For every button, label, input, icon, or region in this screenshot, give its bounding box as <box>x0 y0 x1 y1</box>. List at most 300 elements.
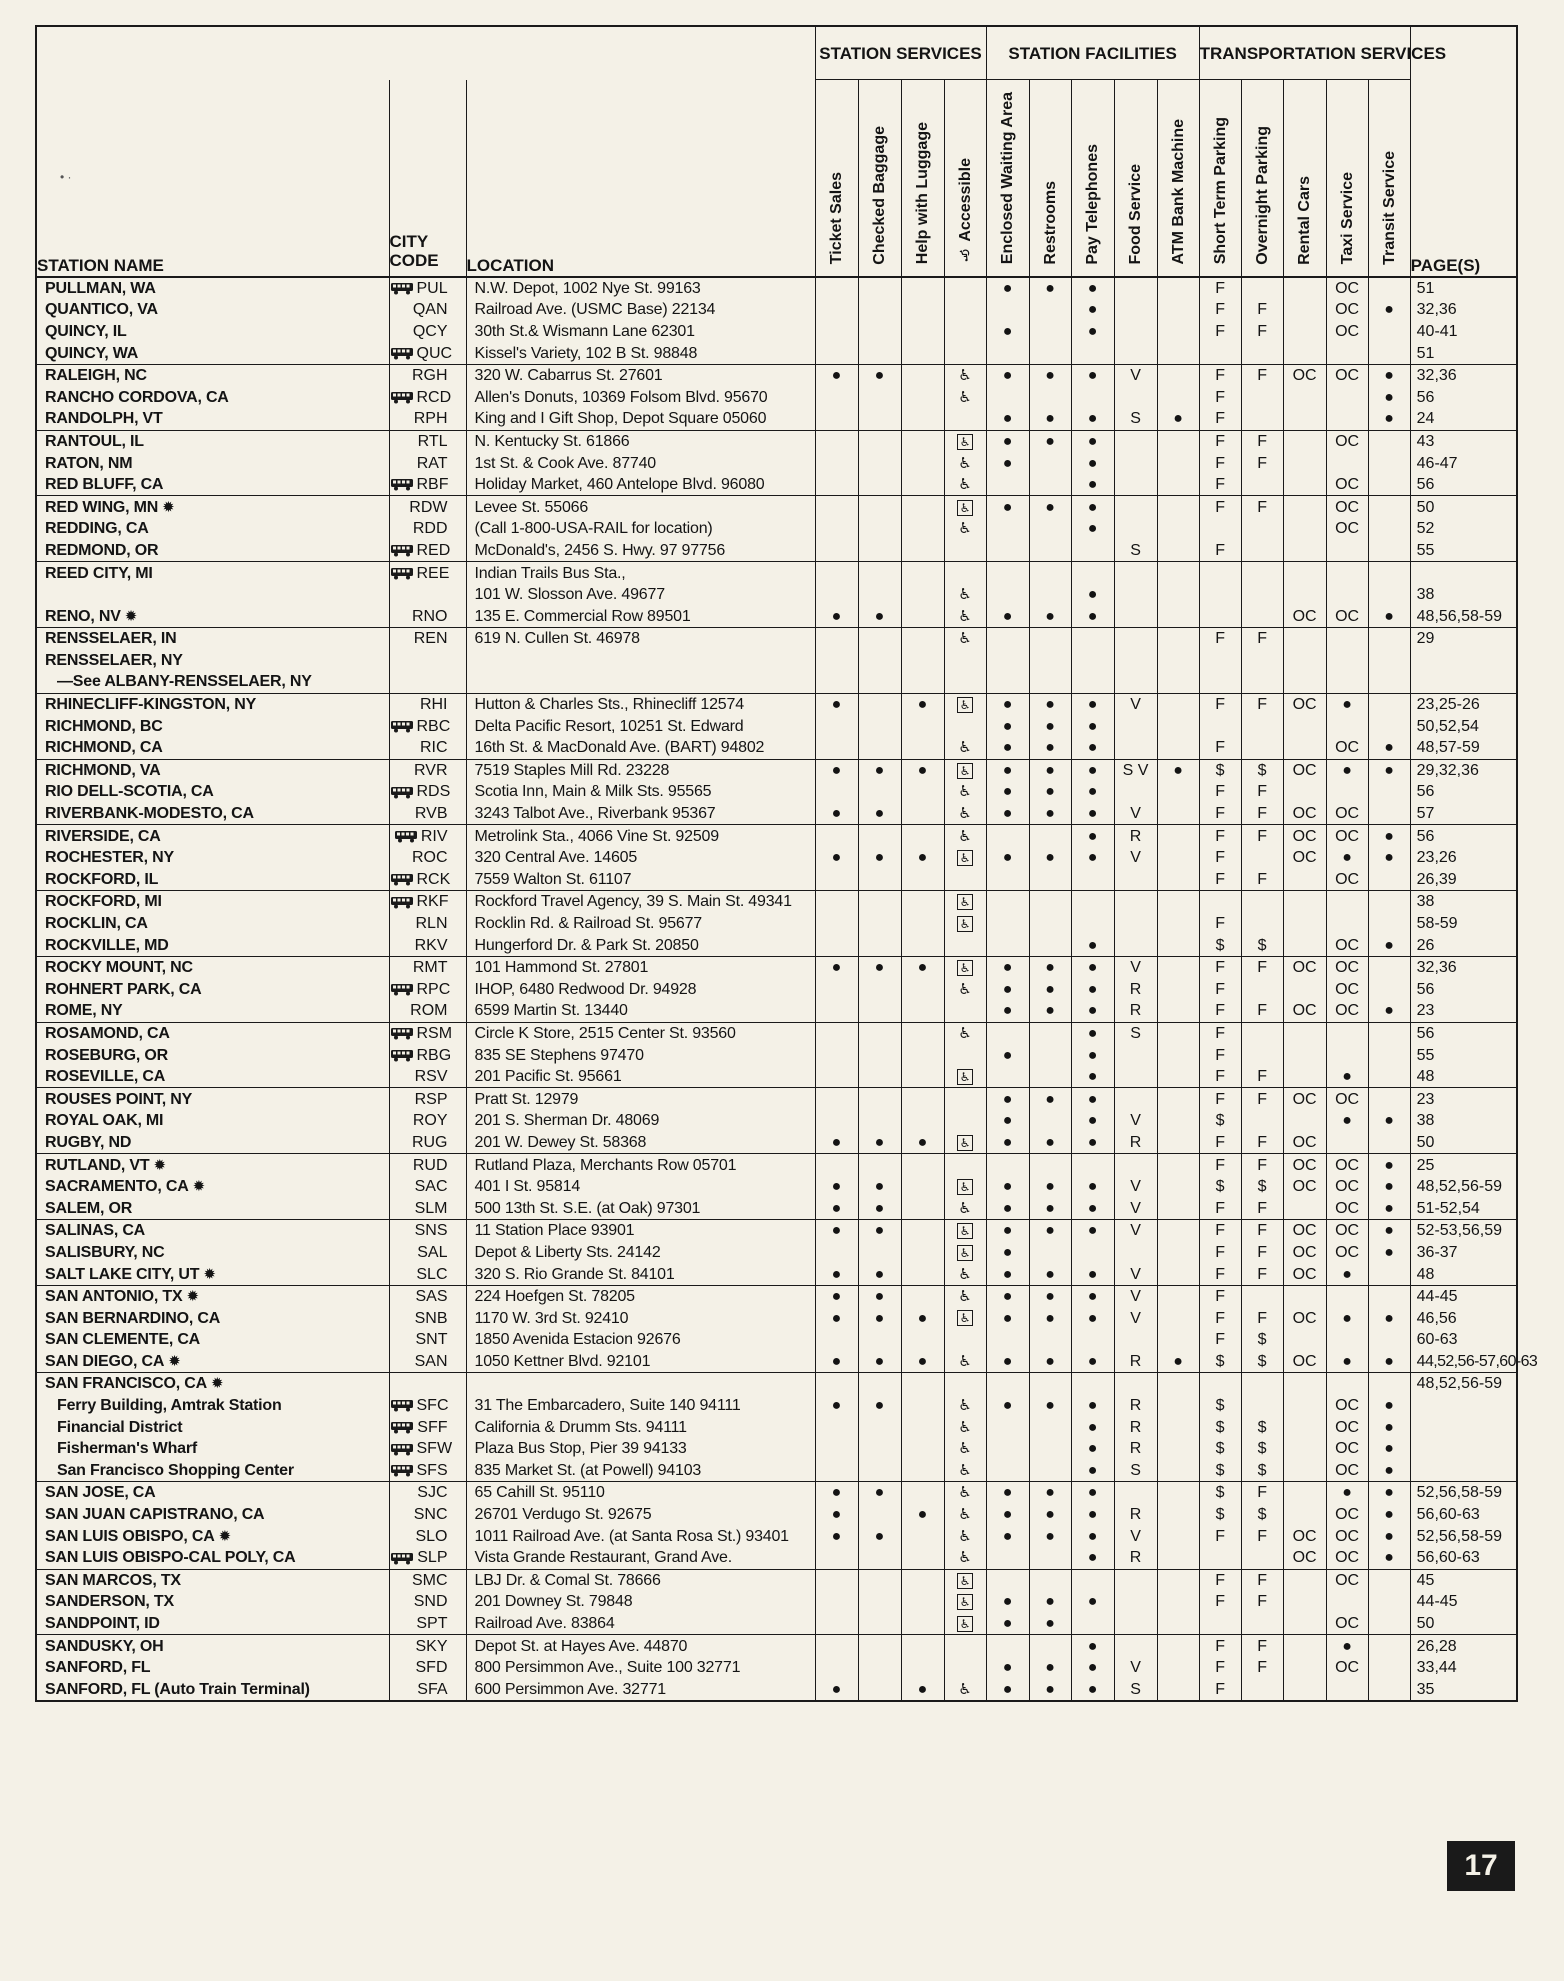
table-row <box>36 1569 1517 1591</box>
facility-cell: F <box>1241 781 1283 803</box>
station-name-cell <box>36 1591 389 1613</box>
accessible-icon <box>944 628 986 650</box>
location-cell: Plaza Bus Stop, Pier 39 94133 <box>466 1438 815 1460</box>
facility-cell <box>1157 496 1199 518</box>
wheelchair-icon: ♿ <box>958 1484 972 1502</box>
facility-cell: F <box>1241 1220 1283 1242</box>
city-code-cell <box>389 605 466 627</box>
facility-cell <box>901 1460 944 1482</box>
facility-cell <box>1157 1220 1199 1242</box>
table-row <box>36 1329 1517 1351</box>
facility-cell <box>901 474 944 496</box>
facility-cell: ● <box>986 847 1029 869</box>
facility-cell: ● <box>1326 1635 1368 1657</box>
facility-cell: ● <box>1326 847 1368 869</box>
facility-cell: V <box>1114 1525 1157 1547</box>
facility-cell <box>986 1066 1029 1088</box>
facility-cell <box>1368 562 1410 584</box>
facility-cell <box>815 1373 858 1395</box>
city-code: SKY <box>415 1637 448 1655</box>
pages-cell: 44-45 <box>1410 1591 1517 1613</box>
station-group <box>36 277 1517 365</box>
accessible-icon <box>944 1351 986 1373</box>
facility-cell <box>1283 628 1326 650</box>
station-group <box>36 1569 1517 1635</box>
table-row <box>36 1022 1517 1044</box>
facility-cell: OC <box>1326 1197 1368 1219</box>
station-name: QUANTICO, VA <box>45 301 158 319</box>
facility-cell: F <box>1199 474 1241 496</box>
city-code-cell <box>389 1285 466 1307</box>
facility-cell <box>815 1613 858 1635</box>
facility-cell: ● <box>1029 781 1071 803</box>
facility-cell <box>1241 562 1283 584</box>
facility-cell <box>1283 1416 1326 1438</box>
facility-cell: OC <box>1283 759 1326 781</box>
facility-cell <box>1114 934 1157 956</box>
location-cell: Allen's Donuts, 10369 Folsom Blvd. 95670 <box>466 386 815 408</box>
facility-cell: ● <box>1029 1000 1071 1022</box>
facility-cell: ● <box>1368 737 1410 759</box>
location-cell: Railroad Ave. 83864 <box>466 1613 815 1635</box>
facility-cell <box>1029 934 1071 956</box>
bus-icon <box>390 720 414 733</box>
station-group <box>36 693 1517 759</box>
location-cell: 600 Persimmon Ave. 32771 <box>466 1679 815 1702</box>
staffed-station-star-icon: ✹ <box>218 1527 231 1545</box>
facility-cell: F <box>1241 869 1283 891</box>
table-row <box>36 671 1517 693</box>
column-header-help-with-luggage <box>901 80 944 277</box>
facility-cell <box>1029 540 1071 562</box>
column-header-label: Taxi Service <box>1338 172 1356 265</box>
facility-cell <box>901 1416 944 1438</box>
table-row <box>36 299 1517 321</box>
facility-cell: ● <box>986 781 1029 803</box>
facility-cell: F <box>1241 1569 1283 1591</box>
facility-cell: F <box>1199 979 1241 1001</box>
facility-cell <box>1071 386 1114 408</box>
facility-cell <box>1326 1132 1368 1154</box>
facility-cell <box>1157 715 1199 737</box>
city-code: SLO <box>415 1527 448 1545</box>
city-code: SFS <box>416 1461 448 1479</box>
column-header-label: Short Term Parking <box>1211 117 1229 265</box>
facility-cell: ● <box>1071 605 1114 627</box>
facility-cell <box>858 540 901 562</box>
city-code: RPH <box>413 410 448 428</box>
facility-cell: F <box>1199 364 1241 386</box>
facility-cell <box>1241 737 1283 759</box>
fully-accessible-icon <box>944 430 986 452</box>
station-name: Ferry Building, Amtrak Station <box>57 1397 282 1415</box>
facility-cell: ● <box>858 605 901 627</box>
pages-cell: 24 <box>1410 408 1517 430</box>
city-code-cell <box>389 891 466 913</box>
facility-cell <box>858 430 901 452</box>
facility-cell <box>815 1569 858 1591</box>
station-name-cell <box>36 1504 389 1526</box>
facility-cell: ● <box>1029 1176 1071 1198</box>
table-row <box>36 913 1517 935</box>
station-name-cell <box>36 452 389 474</box>
accessible-icon <box>944 1197 986 1219</box>
facility-cell <box>1326 452 1368 474</box>
facility-cell: ● <box>1071 1591 1114 1613</box>
facility-cell <box>858 518 901 540</box>
city-code: RSM <box>416 1024 453 1042</box>
facility-cell <box>1157 979 1199 1001</box>
facility-cell: $ <box>1241 1416 1283 1438</box>
facility-cell <box>815 584 858 606</box>
facility-cell: F <box>1241 1132 1283 1154</box>
station-name: SAN ANTONIO, TX <box>45 1288 183 1306</box>
facility-cell <box>858 650 901 672</box>
facility-cell <box>1029 650 1071 672</box>
facility-cell: F <box>1199 1154 1241 1176</box>
facility-cell: R <box>1114 979 1157 1001</box>
facility-cell: F <box>1241 452 1283 474</box>
facility-cell: ● <box>986 1176 1029 1198</box>
boxed-wheelchair-icon: ♿ <box>957 1179 973 1195</box>
facility-cell <box>1157 737 1199 759</box>
facility-cell <box>815 408 858 430</box>
facility-cell <box>1114 277 1157 300</box>
facility-cell <box>1241 518 1283 540</box>
facility-cell: OC <box>1283 847 1326 869</box>
facility-cell <box>1029 1635 1071 1657</box>
facility-cell <box>901 781 944 803</box>
facility-cell <box>1157 1176 1199 1198</box>
facility-cell: ● <box>858 1176 901 1198</box>
facility-cell <box>815 1416 858 1438</box>
city-code-cell <box>389 299 466 321</box>
table-row <box>36 1263 1517 1285</box>
facility-cell: ● <box>901 1307 944 1329</box>
facility-cell: ● <box>986 408 1029 430</box>
facility-cell: V <box>1114 1110 1157 1132</box>
facility-cell <box>1283 430 1326 452</box>
facility-cell <box>1071 562 1114 584</box>
facility-cell: ● <box>815 1504 858 1526</box>
city-code: SLC <box>416 1265 448 1283</box>
station-name-cell <box>36 628 389 650</box>
column-header-accessible <box>944 80 986 277</box>
facility-cell: OC <box>1326 979 1368 1001</box>
facility-cell: F <box>1199 825 1241 847</box>
facility-cell <box>815 1110 858 1132</box>
wheelchair-icon: ♿ <box>958 1527 972 1545</box>
station-name: RALEIGH, NC <box>45 367 147 385</box>
facility-cell <box>1157 1591 1199 1613</box>
table-row <box>36 1307 1517 1329</box>
station-name-cell <box>36 1022 389 1044</box>
wheelchair-icon: ♿ <box>958 388 972 406</box>
facility-cell: OC <box>1326 1657 1368 1679</box>
facility-cell <box>1029 1373 1071 1395</box>
city-code: ROY <box>412 1112 448 1130</box>
location-cell: IHOP, 6480 Redwood Dr. 94928 <box>466 979 815 1001</box>
pages-cell <box>1410 650 1517 672</box>
facility-cell <box>858 1504 901 1526</box>
facility-cell <box>901 1066 944 1088</box>
facility-cell <box>1157 562 1199 584</box>
facility-cell <box>858 1000 901 1022</box>
facility-cell <box>901 1329 944 1351</box>
city-code-cell <box>389 408 466 430</box>
station-table <box>35 25 1538 1702</box>
pages-cell: 56 <box>1410 781 1517 803</box>
facility-cell: OC <box>1326 1569 1368 1591</box>
facility-cell: ● <box>1071 825 1114 847</box>
station-group <box>36 1088 1517 1154</box>
facility-cell <box>986 1373 1029 1395</box>
facility-cell <box>901 1569 944 1591</box>
location-cell: Pratt St. 12979 <box>466 1088 815 1110</box>
city-code: SNB <box>414 1309 448 1327</box>
facility-cell: ● <box>815 693 858 715</box>
facility-cell <box>901 496 944 518</box>
location-cell: 835 Market St. (at Powell) 94103 <box>466 1460 815 1482</box>
facility-cell <box>1071 628 1114 650</box>
station-name-cell <box>36 869 389 891</box>
city-code-cell <box>389 693 466 715</box>
location-cell: 201 W. Dewey St. 58368 <box>466 1132 815 1154</box>
facility-cell <box>1114 474 1157 496</box>
facility-cell <box>1114 1329 1157 1351</box>
facility-cell: ● <box>1071 934 1114 956</box>
boxed-wheelchair-icon: ♿ <box>957 763 973 779</box>
facility-cell <box>1326 1044 1368 1066</box>
table-row <box>36 342 1517 364</box>
facility-cell: ● <box>1071 1438 1114 1460</box>
city-code-cell <box>389 1679 466 1702</box>
facility-cell <box>1241 1022 1283 1044</box>
facility-cell <box>858 1569 901 1591</box>
accessible-icon <box>944 737 986 759</box>
location-cell: Rutland Plaza, Merchants Row 05701 <box>466 1154 815 1176</box>
facility-cell: ● <box>1368 1395 1410 1417</box>
station-name-cell <box>36 671 389 693</box>
facility-cell <box>1283 386 1326 408</box>
pages-cell: 38 <box>1410 584 1517 606</box>
pages-cell: 44,52,56-57,60-63 <box>1410 1351 1517 1373</box>
facility-cell: ● <box>1071 1307 1114 1329</box>
fully-accessible-icon <box>944 693 986 715</box>
facility-cell <box>1283 934 1326 956</box>
facility-cell <box>1283 1395 1326 1417</box>
facility-cell: $ <box>1241 1438 1283 1460</box>
location-cell: 26701 Verdugo St. 92675 <box>466 1504 815 1526</box>
location-cell: 16th St. & MacDonald Ave. (BART) 94802 <box>466 737 815 759</box>
city-code: SPT <box>416 1615 448 1633</box>
facility-cell <box>858 671 901 693</box>
facility-cell <box>944 1373 986 1395</box>
pages-cell: 50,52,54 <box>1410 715 1517 737</box>
facility-cell <box>858 1066 901 1088</box>
facility-cell: ● <box>1368 408 1410 430</box>
facility-cell: ● <box>1368 1110 1410 1132</box>
station-group <box>36 496 1517 562</box>
bus-icon <box>390 347 414 360</box>
station-name-cell <box>36 1679 389 1702</box>
facility-cell: OC <box>1326 803 1368 825</box>
facility-cell <box>1283 979 1326 1001</box>
station-name-cell <box>36 1482 389 1504</box>
facility-cell <box>858 1438 901 1460</box>
facility-cell <box>1114 562 1157 584</box>
facility-cell <box>1029 913 1071 935</box>
table-row <box>36 693 1517 715</box>
facility-cell <box>858 1088 901 1110</box>
fully-accessible-icon <box>944 956 986 978</box>
facility-cell <box>1368 1373 1410 1395</box>
facility-cell <box>1029 1066 1071 1088</box>
pages-cell: 29,32,36 <box>1410 759 1517 781</box>
facility-cell <box>1029 1416 1071 1438</box>
facility-cell <box>1157 1657 1199 1679</box>
boxed-wheelchair-icon: ♿ <box>957 850 973 866</box>
facility-cell <box>901 605 944 627</box>
city-code-cell <box>389 1022 466 1044</box>
facility-cell <box>986 562 1029 584</box>
facility-cell <box>1283 671 1326 693</box>
station-name-cell <box>36 386 389 408</box>
facility-cell <box>1157 1569 1199 1591</box>
facility-cell <box>1157 474 1199 496</box>
station-name: SAN LUIS OBISPO-CAL POLY, CA <box>45 1549 296 1567</box>
location-cell: Circle K Store, 2515 Center St. 93560 <box>466 1022 815 1044</box>
facility-cell <box>858 277 901 300</box>
facility-cell: F <box>1241 628 1283 650</box>
facility-cell: ● <box>1326 1307 1368 1329</box>
location-cell <box>466 1373 815 1395</box>
facility-cell <box>1029 1438 1071 1460</box>
facility-cell <box>1157 934 1199 956</box>
facility-cell <box>1283 277 1326 300</box>
wheelchair-icon: ♿ <box>958 586 972 604</box>
facility-cell <box>1029 825 1071 847</box>
location-cell: 201 S. Sherman Dr. 48069 <box>466 1110 815 1132</box>
city-code: RBF <box>416 476 449 494</box>
facility-cell: ● <box>1071 1657 1114 1679</box>
facility-cell <box>1241 1679 1283 1702</box>
table-row <box>36 781 1517 803</box>
facility-cell <box>1368 584 1410 606</box>
facility-cell: V <box>1114 803 1157 825</box>
facility-cell <box>1199 562 1241 584</box>
facility-cell: $ <box>1241 1460 1283 1482</box>
location-cell: 201 Downey St. 79848 <box>466 1591 815 1613</box>
facility-cell: S <box>1114 1022 1157 1044</box>
facility-cell: F <box>1199 693 1241 715</box>
facility-cell: F <box>1241 430 1283 452</box>
facility-cell <box>1114 1044 1157 1066</box>
pages-cell: 50 <box>1410 1613 1517 1635</box>
facility-cell: F <box>1241 1197 1283 1219</box>
facility-cell <box>1071 913 1114 935</box>
table-row <box>36 584 1517 606</box>
facility-cell <box>1241 1395 1283 1417</box>
facility-cell <box>1029 1154 1071 1176</box>
facility-cell: F <box>1199 540 1241 562</box>
facility-cell: F <box>1199 1635 1241 1657</box>
facility-cell: OC <box>1326 518 1368 540</box>
accessible-icon <box>944 452 986 474</box>
facility-cell <box>1368 452 1410 474</box>
facility-cell: OC <box>1283 1154 1326 1176</box>
pages-cell: 48 <box>1410 1066 1517 1088</box>
facility-cell <box>1071 891 1114 913</box>
facility-cell <box>1157 781 1199 803</box>
wheelchair-icon: ♿ <box>958 1199 972 1217</box>
station-group <box>36 1482 1517 1569</box>
facility-cell <box>1199 605 1241 627</box>
table-row <box>36 1416 1517 1438</box>
facility-cell <box>1241 1044 1283 1066</box>
station-name: RUTLAND, VT <box>45 1156 150 1174</box>
facility-cell <box>986 869 1029 891</box>
facility-cell: F <box>1199 1285 1241 1307</box>
facility-cell: V <box>1114 364 1157 386</box>
facility-cell <box>815 474 858 496</box>
station-group <box>36 759 1517 825</box>
facility-cell: ● <box>1029 847 1071 869</box>
table-row <box>36 891 1517 913</box>
facility-cell: OC <box>1326 1088 1368 1110</box>
bus-icon <box>390 1464 414 1477</box>
facility-cell: F <box>1199 847 1241 869</box>
facility-cell <box>1157 956 1199 978</box>
facility-cell <box>1157 825 1199 847</box>
station-name: —See ALBANY-RENSSELAER, NY <box>57 673 312 691</box>
fully-accessible-icon <box>944 1066 986 1088</box>
facility-cell <box>1283 1460 1326 1482</box>
facility-cell: F <box>1199 496 1241 518</box>
wheelchair-icon: ♿ <box>958 1418 972 1436</box>
facility-cell: OC <box>1326 1438 1368 1460</box>
facility-cell: ● <box>1071 1460 1114 1482</box>
pages-cell: 40-41 <box>1410 321 1517 343</box>
facility-cell: OC <box>1283 1263 1326 1285</box>
facility-cell <box>944 321 986 343</box>
facility-cell <box>1157 847 1199 869</box>
table-row <box>36 1460 1517 1482</box>
wheelchair-icon: ♿ <box>958 980 972 998</box>
facility-cell <box>1114 1569 1157 1591</box>
facility-cell: F <box>1199 1307 1241 1329</box>
facility-cell: ● <box>1029 1395 1071 1417</box>
table-row <box>36 518 1517 540</box>
facility-cell: F <box>1241 1066 1283 1088</box>
facility-cell: ● <box>1368 386 1410 408</box>
facility-cell <box>1368 496 1410 518</box>
table-row <box>36 759 1517 781</box>
facility-cell: OC <box>1326 605 1368 627</box>
facility-cell <box>1114 650 1157 672</box>
facility-cell: ● <box>1029 1657 1071 1679</box>
facility-cell: ● <box>815 1351 858 1373</box>
facility-cell <box>901 1242 944 1264</box>
table-row <box>36 1591 1517 1613</box>
facility-cell: $ <box>1199 1351 1241 1373</box>
facility-cell <box>1157 1263 1199 1285</box>
facility-cell: ● <box>986 1088 1029 1110</box>
table-row <box>36 1547 1517 1569</box>
facility-cell <box>986 1154 1029 1176</box>
facility-cell: ● <box>1029 1220 1071 1242</box>
station-name-cell <box>36 1132 389 1154</box>
